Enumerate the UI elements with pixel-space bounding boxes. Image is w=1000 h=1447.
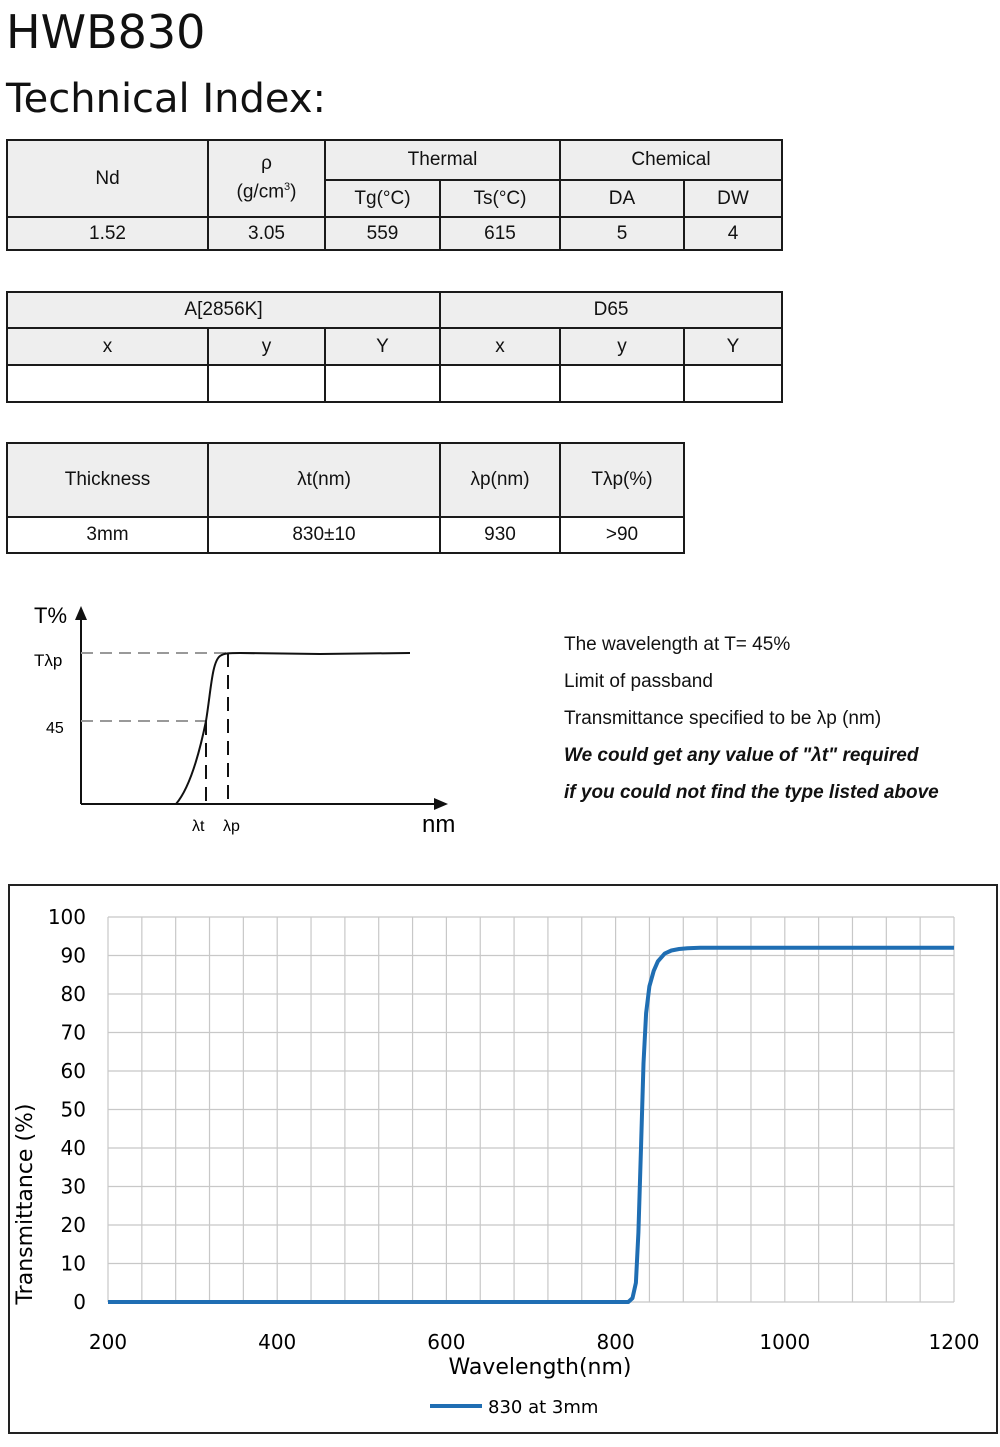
- chart-frame: [9, 885, 997, 1433]
- empty-cell: [684, 365, 782, 402]
- value-nd: 1.52: [7, 217, 208, 250]
- transmission-schematic: [20, 590, 480, 850]
- empty-cell: [560, 365, 684, 402]
- schematic-curve: [176, 653, 410, 804]
- y-axis-label: Transmittance (%): [13, 1103, 38, 1305]
- header-lambda-t: λt(nm): [208, 443, 440, 517]
- schematic-45-label: 45: [46, 720, 64, 737]
- y-tick-label: 40: [60, 1136, 86, 1160]
- x-tick-label: 400: [258, 1330, 297, 1354]
- y-tick-label: 90: [60, 943, 86, 968]
- value-lambda-p: 930: [440, 517, 560, 553]
- note-custom-2: if you could not find the type listed above: [564, 782, 939, 803]
- spec-table-physical: [6, 139, 783, 251]
- transmittance-chart: [8, 884, 998, 1434]
- header-a-Y: Y: [325, 328, 440, 365]
- note-custom-1: We could get any value of "λt" required: [564, 745, 919, 766]
- header-d65: D65: [440, 292, 782, 328]
- note-lambda-p: Transmittance specified to be λp (nm): [564, 708, 882, 729]
- header-d65-Y: Y: [684, 328, 782, 365]
- header-da: DA: [560, 180, 684, 217]
- y-tick-label: 60: [60, 1059, 86, 1083]
- schematic-x-arrow: [434, 798, 448, 810]
- header-a2856k: A[2856K]: [7, 292, 440, 328]
- value-thickness: 3mm: [7, 517, 208, 553]
- y-tick-label: 0: [73, 1290, 86, 1314]
- value-lambda-t: 830±10: [208, 517, 440, 553]
- value-ts: 615: [440, 217, 560, 250]
- header-ts: Ts(°C): [440, 180, 560, 217]
- header-chemical: Chemical: [560, 140, 782, 180]
- y-tick-label: 30: [60, 1174, 86, 1199]
- x-tick-label: 800: [596, 1330, 635, 1354]
- schematic-x-label: nm: [422, 811, 456, 838]
- x-tick-label: 600: [427, 1330, 466, 1354]
- header-dw: DW: [684, 180, 782, 217]
- header-t-lambda-p: Tλp(%): [560, 443, 684, 517]
- schematic-lambda-t-label: λt: [192, 818, 205, 835]
- schematic-y-arrow: [75, 606, 87, 620]
- y-tick-label: 10: [60, 1251, 86, 1276]
- x-axis-label: Wavelength(nm): [448, 1355, 632, 1380]
- schematic-lambda-p-label: λp: [223, 818, 240, 835]
- value-t-lambda-p: >90: [560, 517, 684, 553]
- empty-cell: [440, 365, 560, 402]
- page-title: HWB830: [6, 5, 206, 59]
- header-d65-y: y: [560, 328, 684, 365]
- value-tg: 559: [325, 217, 440, 250]
- header-a-y: y: [208, 328, 325, 365]
- empty-cell: [325, 365, 440, 402]
- schematic-tlp-label: Tλp: [34, 651, 63, 670]
- header-lambda-p: λp(nm): [440, 443, 560, 517]
- y-tick-label: 100: [47, 905, 86, 929]
- spec-table-color: [6, 291, 783, 403]
- spec-table-transmission: [6, 442, 685, 554]
- empty-cell: [208, 365, 325, 402]
- y-tick-label: 80: [60, 982, 86, 1006]
- y-tick-label: 20: [60, 1213, 86, 1237]
- note-passband: Limit of passband: [564, 671, 713, 692]
- header-nd: Nd: [7, 140, 208, 217]
- header-density: [208, 140, 325, 217]
- note-lambda-t: The wavelength at T= 45%: [564, 634, 791, 655]
- x-tick-label: 1000: [759, 1330, 811, 1354]
- header-d65-x: x: [440, 328, 560, 365]
- header-thickness: Thickness: [7, 443, 208, 517]
- page-subtitle: Technical Index:: [6, 76, 326, 122]
- legend-label: 830 at 3mm: [488, 1397, 599, 1418]
- x-tick-label: 1200: [928, 1330, 980, 1354]
- header-a-x: x: [7, 328, 208, 365]
- header-tg: Tg(°C): [325, 180, 440, 217]
- value-da: 5: [560, 217, 684, 250]
- y-tick-label: 50: [60, 1097, 86, 1122]
- density-unit: $(g/cm^3)$: [236, 181, 297, 203]
- y-tick-label: 70: [60, 1020, 86, 1045]
- value-density: 3.05: [208, 217, 325, 250]
- empty-cell: [7, 365, 208, 402]
- value-dw: 4: [684, 217, 782, 250]
- x-tick-label: 200: [88, 1330, 128, 1354]
- density-symbol: ρ: [261, 153, 272, 175]
- schematic-y-label: T%: [34, 603, 67, 628]
- header-thermal: Thermal: [325, 140, 560, 180]
